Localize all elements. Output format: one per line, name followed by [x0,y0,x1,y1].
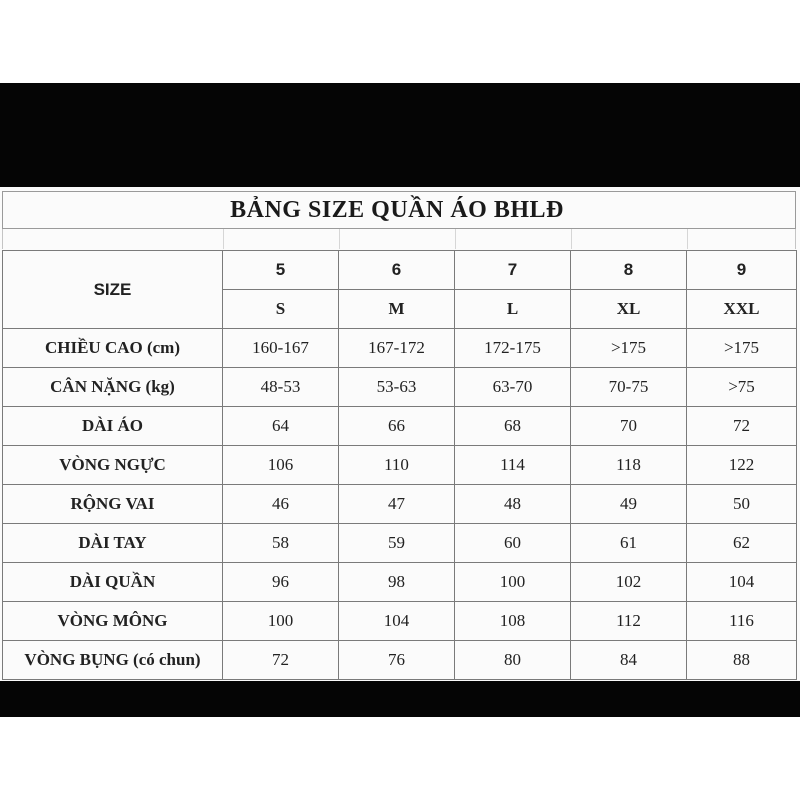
table-cell: 167-172 [339,329,455,368]
size-letter: L [455,290,571,329]
table-row [3,368,797,407]
size-number: 5 [223,251,339,290]
row-label: VÒNG MÔNG [3,602,223,641]
table-cell: 58 [223,524,339,563]
table-cell: >175 [687,329,797,368]
spacer-row [2,229,796,249]
row-label: CHIỀU CAO (cm) [3,329,223,368]
table-cell: 96 [223,563,339,602]
row-label: DÀI QUẦN [3,563,223,602]
table-cell: 100 [455,563,571,602]
table-cell: 60 [455,524,571,563]
table-row [3,407,797,446]
bottom-black-band [0,681,800,717]
table-cell: 61 [571,524,687,563]
top-black-band [0,83,800,187]
table-row [3,485,797,524]
size-letter: XXL [687,290,797,329]
table-cell: 122 [687,446,797,485]
table-cell: 114 [455,446,571,485]
table-cell: 53-63 [339,368,455,407]
table-cell: 62 [687,524,797,563]
table-cell: 66 [339,407,455,446]
table-cell: 172-175 [455,329,571,368]
table-cell: 46 [223,485,339,524]
table-cell: 49 [571,485,687,524]
table-cell: 48 [455,485,571,524]
size-chart-sheet [0,187,800,681]
table-cell: 50 [687,485,797,524]
table-cell: 106 [223,446,339,485]
size-number: 6 [339,251,455,290]
table-cell: 116 [687,602,797,641]
table-row [3,524,797,563]
table-cell: 118 [571,446,687,485]
size-number: 8 [571,251,687,290]
table-cell: 110 [339,446,455,485]
table-cell: 80 [455,641,571,680]
size-table [2,250,797,680]
table-cell: 104 [687,563,797,602]
row-label: RỘNG VAI [3,485,223,524]
table-cell: 68 [455,407,571,446]
table-row [3,641,797,680]
table-cell: 104 [339,602,455,641]
title-box [2,191,796,229]
row-label: DÀI ÁO [3,407,223,446]
table-cell: 108 [455,602,571,641]
table-cell: 59 [339,524,455,563]
table-cell: 76 [339,641,455,680]
row-label: DÀI TAY [3,524,223,563]
table-row [3,563,797,602]
table-cell: 63-70 [455,368,571,407]
table-cell: 100 [223,602,339,641]
table-row [3,329,797,368]
table-cell: 88 [687,641,797,680]
table-cell: 47 [339,485,455,524]
page-title: BẢNG SIZE QUẦN ÁO BHLĐ [230,196,564,223]
table-cell: 70-75 [571,368,687,407]
size-number: 7 [455,251,571,290]
table-cell: 72 [223,641,339,680]
table-cell: >175 [571,329,687,368]
size-letter: XL [571,290,687,329]
table-cell: 160-167 [223,329,339,368]
size-letter: M [339,290,455,329]
size-number-row [3,251,797,290]
table-cell: 64 [223,407,339,446]
table-row [3,446,797,485]
row-label: VÒNG BỤNG (có chun) [3,641,223,680]
row-label: CÂN NẶNG (kg) [3,368,223,407]
table-cell: 70 [571,407,687,446]
table-cell: >75 [687,368,797,407]
size-letter: S [223,290,339,329]
table-cell: 72 [687,407,797,446]
size-header: SIZE [3,251,223,329]
table-cell: 112 [571,602,687,641]
table-row [3,602,797,641]
measurement-rows [3,329,797,680]
table-cell: 102 [571,563,687,602]
table-cell: 98 [339,563,455,602]
row-label: VÒNG NGỰC [3,446,223,485]
size-number: 9 [687,251,797,290]
table-cell: 48-53 [223,368,339,407]
table-cell: 84 [571,641,687,680]
